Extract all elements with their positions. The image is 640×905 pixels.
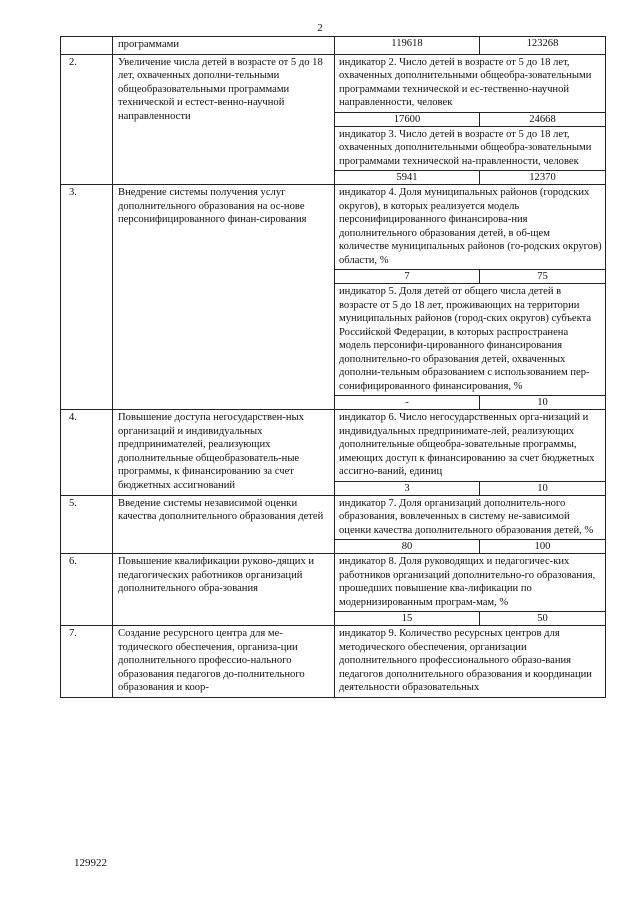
indicator-text: индикатор 6. Число негосударственных орга-низаций и индивидуальных предпринимате-лей, реализующих дополнительные общеобра-зовательные программы, имеющих доступ к финансированию за счет бюджетных ассигно-ваний, единиц [335, 410, 606, 482]
goal-cell: Введение системы независимой оценки качества дополнительного образования детей [113, 495, 335, 554]
target-value: 50 [480, 612, 606, 626]
row-number: 3. [61, 185, 113, 410]
document-code: 129922 [74, 857, 107, 869]
indicator-text: индикатор 9. Количество ресурсных центров для методического обеспечения, организации дополнительного профессионального образо-вания педагогов дополнительного образования и координации деятельности образовательных [335, 626, 606, 698]
indicator-text: индикатор 4. Доля муниципальных районов (городских округов), в которых реализуется модель персонифицированного финансирова-ния дополнительного образования детей, в об-щем количестве муниципальных районов (го-родских округов) области, % [335, 185, 606, 270]
goal-cell: Внедрение системы получения услуг дополнительного образования на ос-нове персонифицированного финан-сирования [113, 185, 335, 410]
table-row [61, 54, 606, 112]
table-row [61, 495, 606, 540]
goal-cell: Повышение доступа негосударствен-ных организаций и индивидуальных предпринимателей, реализующих дополнительные общеобразователь-ные программы, к финансированию за счет бюджетных ассигнований [113, 410, 335, 496]
indicator-text: индикатор 7. Доля организаций дополнитель-ного образования, вовлеченных в систему не-зависимой оценки качества дополнительного образования детей, % [335, 495, 606, 540]
target-value: 24668 [480, 112, 606, 126]
target-value: 100 [480, 540, 606, 554]
table-row [61, 37, 606, 55]
baseline-value: 80 [335, 540, 480, 554]
row-number: 5. [61, 495, 113, 554]
indicator-text: индикатор 3. Число детей в возрасте от 5 до 18 лет, охваченных дополнительными общеобра-зовательными программами технической на-правленности, человек [335, 126, 606, 171]
table-row [61, 185, 606, 270]
baseline-value: 15 [335, 612, 480, 626]
baseline-value: 119618 [335, 37, 480, 55]
goal-cell: программами [113, 37, 335, 55]
baseline-value: 7 [335, 270, 480, 284]
indicator-text: индикатор 5. Доля детей от общего числа детей в возрасте от 5 до 18 лет, проживающих на территории муниципальных районов (город-ских округов) субъекта Российской Федерации, в которых распространена модель персонифи-цированного финансирования дополнительно-го образования детей, охваченных дополни-тельным образованием с использованием пер-сонифицированного финансирования, % [335, 284, 606, 396]
goal-cell: Создание ресурсного центра для ме-тодического обеспечения, организа-ции дополнительного профессио-нального образования педагогов до-полнительного образования и коор- [113, 626, 335, 698]
row-number: 6. [61, 554, 113, 626]
table-row [61, 410, 606, 482]
baseline-value: - [335, 396, 480, 410]
target-value: 10 [480, 481, 606, 495]
table-row [61, 554, 606, 612]
target-value: 12370 [480, 171, 606, 185]
indicator-text: индикатор 8. Доля руководящих и педагогичес-ких работников организаций дополнительно-го образования, прошедших повышение ква-лификации по модернизированным програм-мам, % [335, 554, 606, 612]
targets-table [60, 36, 606, 698]
target-value: 123268 [480, 37, 606, 55]
target-value: 75 [480, 270, 606, 284]
row-number: 7. [61, 626, 113, 698]
row-number-cell [61, 37, 113, 55]
target-value: 10 [480, 396, 606, 410]
table-row [61, 626, 606, 698]
goal-cell: Повышение квалификации руково-дящих и педагогических работников организаций дополнительного обра-зования [113, 554, 335, 626]
row-number: 2. [61, 54, 113, 185]
goal-cell: Увеличение числа детей в возрасте от 5 до 18 лет, охваченных дополни-тельными общеобразовательными программами технической и естест-венно-научной направленности [113, 54, 335, 185]
baseline-value: 3 [335, 481, 480, 495]
baseline-value: 5941 [335, 171, 480, 185]
page-number: 2 [317, 22, 323, 34]
baseline-value: 17600 [335, 112, 480, 126]
row-number: 4. [61, 410, 113, 496]
indicator-text: индикатор 2. Число детей в возрасте от 5 до 18 лет, охваченных дополнительными общеобра-зовательными программами технической и ес-тественно-научной направленности, человек [335, 54, 606, 112]
